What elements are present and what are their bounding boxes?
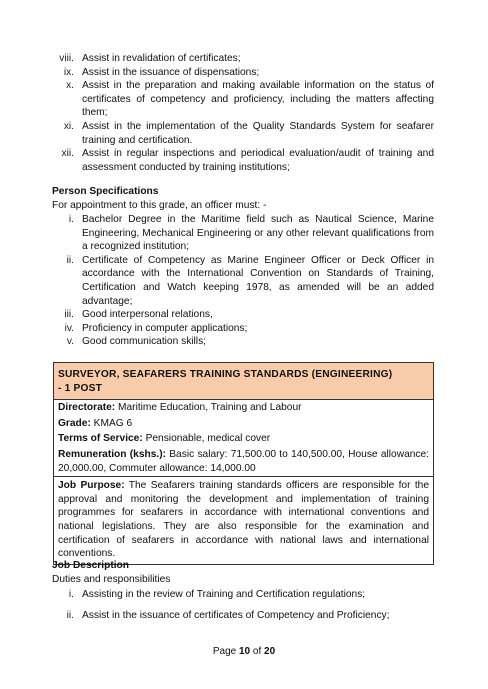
remuneration-value: Basic salary: 71,500.00 to 140,500.00, House allowance: 20,000.00, Commuter allowance: 14,000.00 [58,448,429,474]
list-item [52,213,434,254]
list-text: Assist in the preparation and making available information on the status of certificates of competency and proficiency, including the matters affecting them; [82,80,434,119]
list-number: ix. [63,66,74,78]
terms-row [54,431,433,447]
job-purpose-value: The Seafarers training standards officers are responsible for the approval and monitoring the development and implementation of training programmes for seafarers in accordance with international conventions and national legislations. They are also responsible for the examination and certification of seafarers in accordance with national laws and international conventions. [58,480,429,560]
grade-label: Grade: [58,417,91,429]
person-specifications-intro: For appointment to this grade, an officer must: - [52,200,267,211]
list-text: Good communication skills; [82,336,206,348]
list-number: xii. [61,148,74,160]
list-item [52,52,434,66]
person-specifications-list [52,213,434,349]
directorate-label: Directorate: [58,402,116,414]
list-number: iv. [64,322,74,334]
person-specifications-heading: Person Specifications [52,186,159,197]
grade-value: KMAG 6 [90,417,133,429]
page-current: 10 [238,646,251,657]
list-item [52,66,434,80]
job-post-box [53,362,434,565]
job-purpose-row [54,476,433,564]
page-prefix: Page [212,646,239,657]
list-number: ii. [66,254,74,266]
list-number: viii. [59,53,74,64]
list-item [52,79,434,120]
list-item [52,254,434,308]
job-purpose-label: Job Purpose: [58,480,125,492]
list-text: Assist in the issuance of dispensations; [82,66,260,78]
list-text: Certificate of Competency as Marine Engineer Officer or Deck Officer in accordance with the International Convention on Standards of Training, Certification and Watch keeping 1978, as amended will be an added advantage; [82,254,434,307]
list-item [52,588,434,602]
directorate-row [54,400,433,416]
list-number: iii. [64,309,74,321]
list-item [52,120,434,147]
list-text: Assist in the implementation of the Quality Standards System for seafarer training and certification. [82,120,434,146]
list-number: xi. [63,120,74,132]
terms-value: Pensionable, medical cover [142,433,271,445]
duties-list-continued [52,52,434,174]
job-post-title [54,363,433,400]
job-description-list [52,588,434,622]
list-text: Bachelor Degree in the Maritime field such as Nautical Science, Marine Engineering, Mechanical Engineering or any other relevant qualifications from a recognized institution; [82,214,434,253]
list-number: v. [66,336,74,348]
list-text: Assist in the issuance of certificates of Competency and Proficiency; [82,609,390,621]
list-number: i. [68,589,74,600]
job-post-count: - 1 POST [58,382,103,394]
list-text: Assist in regular inspections and periodical evaluation/audit of training and assessment conducted by training institutions; [82,148,434,173]
list-number: i. [68,214,74,225]
list-text: Good interpersonal relations, [82,309,213,321]
list-item [52,322,434,336]
list-number: x. [66,80,74,92]
grade-row [54,416,433,432]
remuneration-label: Remuneration (kshs.): [58,448,166,460]
list-text: Proficiency in computer applications; [82,322,248,334]
page-middle: of [250,646,265,657]
job-post-title-text: SURVEYOR, SEAFARERS TRAINING STANDARDS (ENGINEERING) [58,369,393,380]
job-description-subheading: Duties and responsibilities [52,574,171,585]
page-footer [0,645,488,659]
list-number: ii. [66,609,74,621]
job-description-heading: Job Description [52,560,129,571]
directorate-value: Maritime Education, Training and Labour [115,402,302,414]
list-item [52,308,434,322]
list-item [52,609,434,623]
remuneration-row [54,447,433,476]
terms-label: Terms of Service: [58,433,143,445]
list-text: Assisting in the review of Training and Certification regulations; [82,589,366,600]
page-total: 20 [264,646,276,657]
list-text: Assist in revalidation of certificates; [82,53,241,64]
list-item [52,335,434,349]
list-item [52,147,434,174]
